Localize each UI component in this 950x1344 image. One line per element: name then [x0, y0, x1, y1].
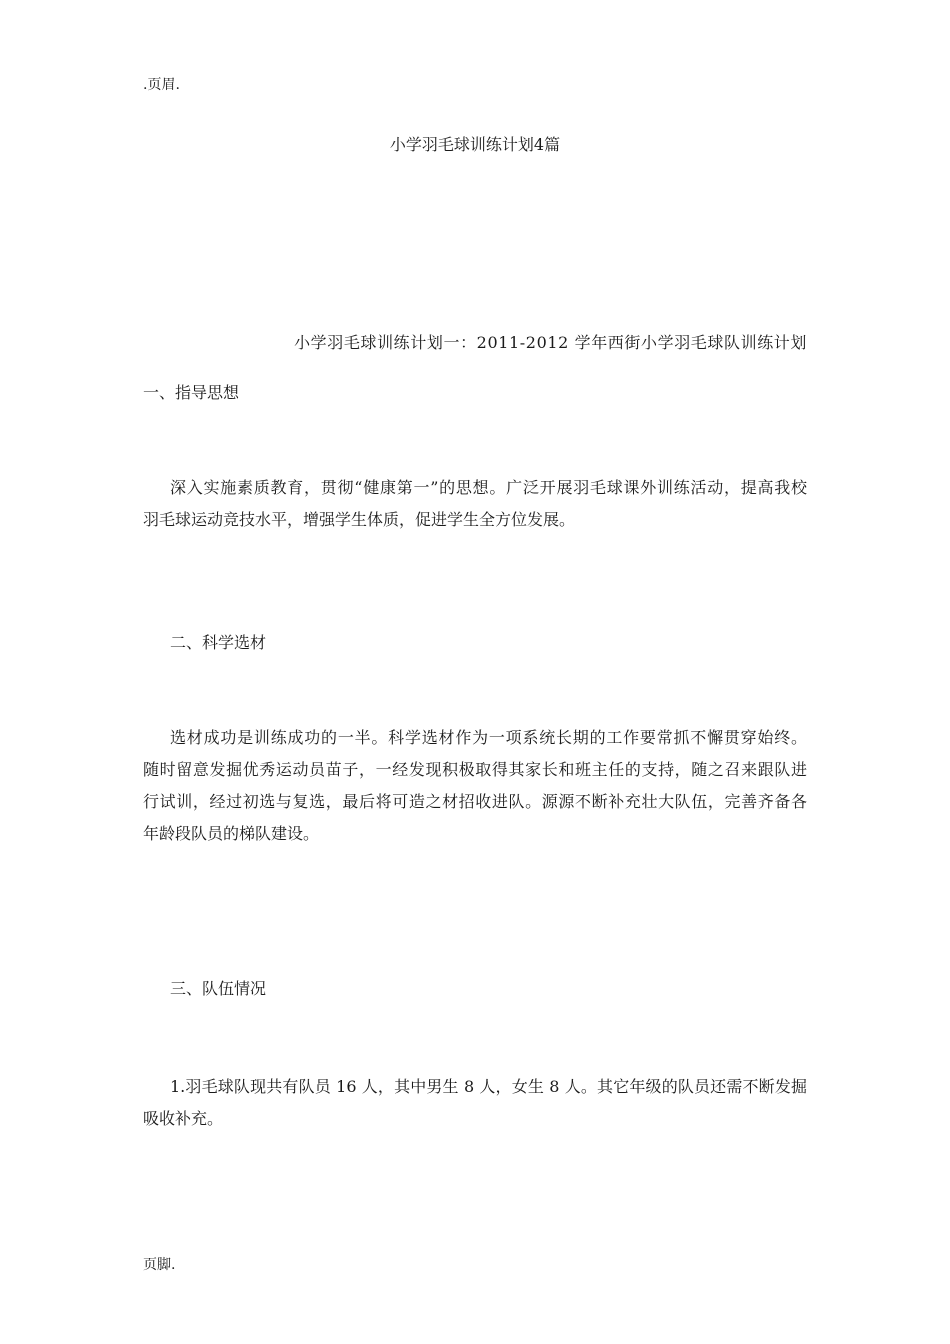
paragraph-line: 选材成功是训练成功的一半。科学选材作为一项系统长期的工作要常抓不懈贯穿始终。: [170, 728, 807, 747]
paragraph-line: 随时留意发掘优秀运动员苗子，一经发现积极取得其家长和班主任的支持，随之召来跟队进: [143, 760, 807, 779]
plan-subtitle: 小学羽毛球训练计划一：2011-2012 学年西街小学羽毛球队训练计划: [294, 333, 807, 352]
paragraph-team-situation: [143, 1071, 807, 1135]
paragraph-line: 行试训，经过初选与复选，最后将可造之材招收进队。源源不断补充壮大队伍，完善齐备各: [143, 792, 807, 811]
paragraph-line: 年龄段队员的梯队建设。: [143, 824, 320, 843]
section-heading-scientific-selection: 二、科学选材: [170, 633, 267, 652]
section-heading-team-situation: 三、队伍情况: [170, 979, 267, 998]
page-header: .页眉.: [143, 77, 180, 93]
paragraph-scientific-selection: [143, 722, 807, 850]
paragraph-line: 深入实施素质教育，贯彻“健康第一”的思想。广泛开展羽毛球课外训练活动，提高我校: [170, 478, 807, 497]
section-heading-guiding-ideology: 一、指导思想: [143, 383, 240, 402]
document-title: 小学羽毛球训练计划4篇: [389, 135, 561, 154]
paragraph-line: 羽毛球运动竞技水平，增强学生体质，促进学生全方位发展。: [143, 510, 576, 529]
page-footer: 页脚.: [143, 1257, 176, 1273]
paragraph-line: 1.羽毛球队现共有队员 16 人，其中男生 8 人，女生 8 人。其它年级的队员还需不断发掘: [170, 1077, 807, 1096]
paragraph-line: 吸收补充。: [143, 1109, 224, 1128]
paragraph-guiding-ideology: [143, 472, 807, 536]
